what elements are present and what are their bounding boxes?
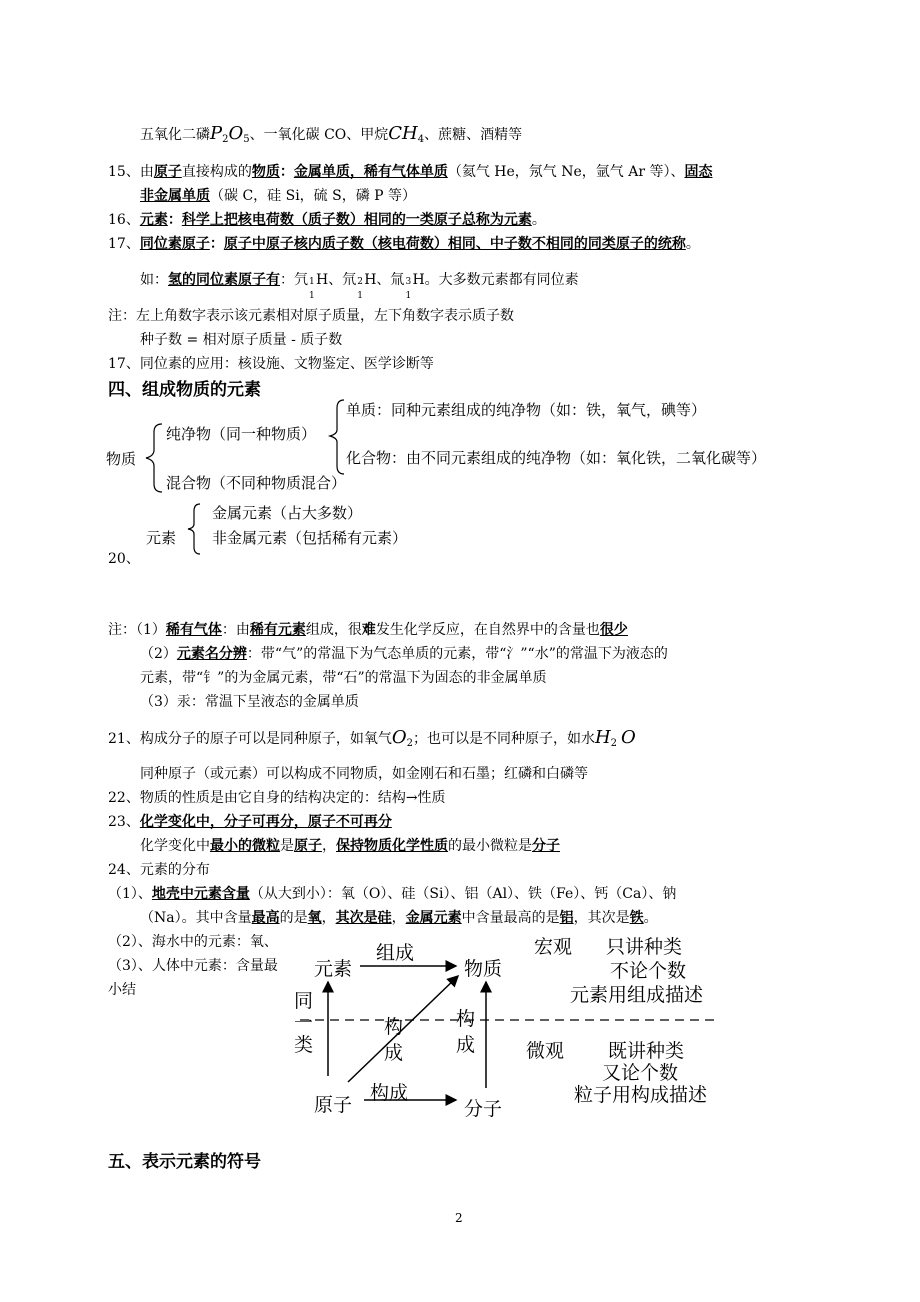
diagram-molecule: 分子: [464, 1098, 503, 1120]
classify-mixture: 混合物（不同种物质混合）: [166, 474, 347, 492]
item-23b: 化学变化中最小的微粒是原子，保持物质化学性质的最小微粒是分子: [140, 838, 560, 854]
diagram-same-3: 类: [294, 1034, 314, 1056]
diagram-micro-1: 既讲种类: [608, 1040, 685, 1062]
item-17b: 17、同位素的应用：核设施、文物鉴定、医学诊断等: [108, 356, 434, 372]
concept-diagram: [280, 928, 730, 1128]
diagram-construct-diag-1: 构: [384, 1016, 404, 1038]
elements-metal: 金属元素（占大多数）: [212, 504, 363, 522]
item-23: 23、化学变化中，分子可再分，原子不可再分: [108, 814, 392, 830]
isotope-example: 如：氢的同位素原子有：氕 1 1 H、氘 2 1 H、氚 3 1 H。大多数元素都有同位素: [140, 272, 579, 301]
diagram-micro: 微观: [526, 1040, 565, 1062]
diagram-macro-1: 只讲种类: [606, 936, 683, 958]
summary-label: 小结: [108, 982, 136, 998]
item-20: 20、: [108, 551, 140, 567]
diagram-macro: 宏观: [534, 936, 573, 958]
classify-root: 物质: [106, 450, 137, 468]
classify-compound: 化合物：由不同元素组成的纯净物（如：氧化铁，二氧化碳等）: [346, 449, 767, 467]
diagram-atom: 原子: [314, 1094, 353, 1116]
section-4-heading: 四、组成物质的元素: [108, 380, 261, 400]
diagram-compose: 组成: [376, 942, 415, 964]
elements-brace: [182, 500, 206, 558]
diagram-macro-3: 元素用组成描述: [570, 984, 704, 1006]
crust-line-2: （Na）。其中含量最高的是氧，其次是硅，金属元素中含量最高的是铝，其次是铁。: [140, 910, 658, 926]
diagram-micro-3: 粒子用构成描述: [574, 1084, 708, 1106]
item-15-cont: 非金属单质（碳 C，硅 Si，硫 S，磷 P 等）: [140, 188, 417, 204]
diagram-same-1: 同: [294, 990, 314, 1012]
note-2: 种子数 = 相对原子质量 - 质子数: [140, 332, 343, 348]
diagram-construct-bottom: 构成: [370, 1082, 409, 1104]
item-21b: 同种原子（或元素）可以构成不同物质，如金刚石和石墨；红磷和白磷等: [140, 766, 588, 782]
elements-root: 元素: [146, 529, 177, 547]
diagram-construct-right-1: 构: [456, 1008, 476, 1030]
sea-elements: （2）、海水中的元素：氧、: [108, 934, 278, 950]
diagram-macro-2: 不论个数: [610, 960, 687, 982]
item-21: 21、构成分子的原子可以是同种原子，如氧气$O_2$；也可以是不同种原子，如水$H_2$ O: [108, 727, 636, 749]
note-rare-gas: 注：（1）稀有气体：由稀有元素组成，很难发生化学反应，在自然界中的含量也很少: [108, 622, 628, 638]
note-element-names: （2）元素名分辨：带“气”的常温下为气态单质的元素，带“氵”“水”的常温下为液态的: [140, 646, 668, 662]
line-p2o5: 五氧化二磷$P_2O_5$、一氧化碳 CO、甲烷$CH_4$、蔗糖、酒精等: [140, 123, 523, 145]
note-element-names-2: 元素，带“钅”的为金属元素，带“石”的常温下为固态的非金属单质: [140, 670, 547, 686]
diagram-element: 元素: [314, 958, 353, 980]
diagram-construct-diag-2: 成: [384, 1042, 404, 1064]
page-number: 2: [455, 1211, 463, 1225]
item-17: 17、同位素原子：原子中原子核内质子数（核电荷数）相同、中子数不相同的同类原子的统称。: [108, 236, 700, 252]
note-mercury: （3）汞：常温下呈液态的金属单质: [140, 694, 359, 710]
crust-line-1: （1）、地壳中元素含量（从大到小）：氧（O）、硅（Si）、铝（Al）、铁（Fe）、钙（Ca）、钠: [108, 886, 677, 902]
note-1: 注：左上角数字表示该元素相对原子质量，左下角数字表示质子数: [108, 308, 514, 324]
elements-nonmetal: 非金属元素（包括稀有元素）: [212, 529, 408, 547]
item-24: 24、元素的分布: [108, 862, 210, 878]
item-22: 22、物质的性质是由它自身的结构决定的：结构→性质: [108, 790, 446, 806]
classify-element-substance: 单质：同种元素组成的纯净物（如：铁，氧气，碘等）: [346, 401, 707, 419]
item-15: 15、由原子直接构成的物质：金属单质，稀有气体单质（氦气 He，氖气 Ne，氩气 Ar 等）、固态: [108, 164, 713, 180]
diagram-micro-2: 又论个数: [602, 1062, 679, 1084]
diagram-construct-right-2: 成: [456, 1034, 476, 1056]
classify-pure: 纯净物（同一种物质）: [166, 425, 317, 443]
diagram-substance: 物质: [464, 958, 503, 980]
human-elements: （3）、人体中元素：含量最: [108, 958, 278, 974]
section-5-heading: 五、表示元素的符号: [108, 1152, 261, 1172]
item-16: 16、元素：科学上把核电荷数（质子数）相同的一类原子总称为元素。: [108, 212, 546, 228]
diagram-same-2: 一: [294, 1012, 314, 1034]
